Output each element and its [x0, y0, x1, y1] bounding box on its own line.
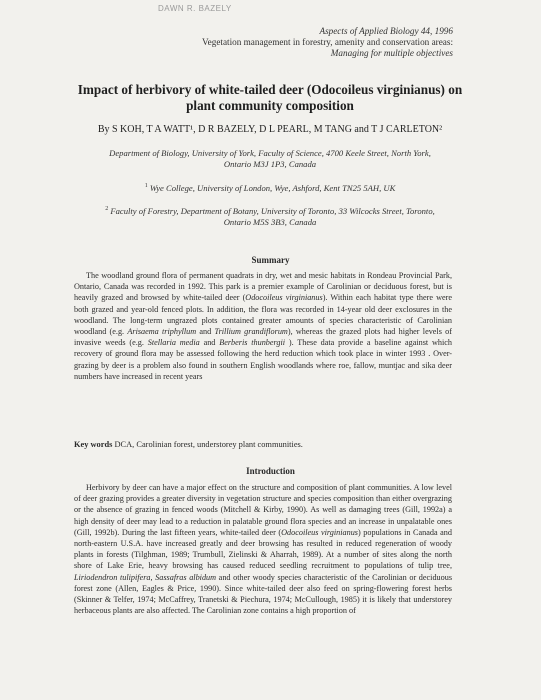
affiliation-wye: [70, 181, 470, 194]
journal-volume-subtitle: Managing for multiple objectives: [330, 48, 453, 58]
summary-species: Arisaema triphyllum: [127, 327, 197, 337]
introduction-paragraph: [74, 482, 452, 616]
intro-species: Sassafras albidum: [155, 572, 217, 582]
intro-species: Odocoileus virginianus: [281, 527, 358, 537]
affiliation-toronto: [70, 204, 470, 228]
journal-header: [123, 26, 453, 59]
intro-text: and other woody species characteristic of the Carolinian or deciduous forest zone (Allen, Eagles & Price, 1990). Since white-tailed deer also feed on spring-flowering forest herbs (Skinner & Telfer, 1974; McCaffrey, Tranetski & Piechura, 1974; McCullough, 1985) it is likely that understorey herbaceous plants are also affected. The Carolinian zone contains a high proportion of: [74, 572, 453, 616]
paper-title-line-2: plant community composition: [186, 98, 354, 113]
affiliation-line: Ontario M3J 1P3, Canada: [223, 159, 317, 169]
intro-text: Herbivory by deer can have a major effect on the structure and composition of plant communities. A low level of deer grazing provides a greater diversity in vegetation structure and species composition than either overgrazing or the absence of grazing in fenced woods (Mitchell & Kirby, 1990). As well as damaging trees (Gill, 1992a) a high density of deer may lead to a reduction in palatable ground flora species and an increase in unpalatable ones (Gill, 1992b). During the last fifteen years, white-tailed deer (: [74, 483, 452, 537]
intro-text: ,: [150, 572, 156, 582]
journal-volume-title: Vegetation management in forestry, amenity and conservation areas:: [202, 37, 453, 47]
summary-text: ), whereas the grazed plots had higher levels of invasive weeds (e.g.: [74, 327, 452, 348]
paper-title: [60, 82, 480, 114]
intro-text: ) populations in Canada and north-eastern U.S.A. have increased greatly and deer browsing has resulted in reduced regeneration of woody plants in forests (Tilghman, 1989; Trumbull, Zielinski & Aharrah, 1989). At a number of sites along the north shore of Lake Erie, heavy browsing has caused reduced seedling recruitment to populations of tulip tree,: [74, 527, 452, 571]
author-list: By S KOH, T A WATT¹, D R BAZELY, D L PEARL, M TANG and T J CARLETON²: [97, 124, 443, 135]
paper-title-line-1: Impact of herbivory of white-tailed deer (Odocoileus virginianus) on: [77, 82, 463, 97]
affiliation-marker: 1: [144, 183, 148, 189]
affiliation-line: [70, 181, 470, 194]
keywords-label: Key words: [74, 440, 113, 449]
summary-species: Odocoileus virginianus: [245, 293, 323, 303]
affiliation-text: Faculty of Forestry, Department of Botany, University of Toronto, 33 Wilcocks Street, Toronto,: [110, 205, 435, 216]
affiliation-marker: 2: [105, 206, 109, 212]
affiliation-york: [70, 148, 470, 170]
summary-species: Stellaria media: [147, 338, 200, 348]
summary-heading: Summary: [251, 255, 290, 265]
keywords-line: [74, 440, 452, 449]
affiliation-line: Department of Biology, University of York, Faculty of Science, 4700 Keele Street, North York,: [109, 148, 431, 158]
affiliation-text: Wye College, University of London, Wye, Ashford, Kent TN25 5AH, UK: [149, 182, 396, 193]
keywords-text: DCA, Carolinian forest, understorey plant communities.: [114, 440, 303, 449]
introduction-heading: Introduction: [246, 466, 295, 476]
summary-text: ). These data provide a baseline against which recovery of ground flora may be assessed following the herd reduction which took place in winter 1993 . Over-grazing by deer is a problem also found in southern English woodlands where roe, fallow, muntjac and sika deer numbers have increased in recent years: [74, 338, 453, 381]
summary-paragraph: [74, 270, 452, 382]
summary-text: and: [196, 327, 215, 337]
summary-text: and: [199, 338, 220, 348]
affiliation-line: Ontario M5S 3B3, Canada: [223, 216, 317, 227]
affiliation-line: [70, 204, 470, 217]
intro-species: Liriodendron tulipifera: [74, 572, 151, 582]
summary-text: The woodland ground flora of permanent quadrats in dry, wet and mesic habitats in Rondeau Provincial Park, Ontario, Canada was recorded in 1992. This park is a premier example of Carolinian or deciduous forest, but is heavily grazed and browsed by white-tailed deer (: [74, 271, 452, 303]
summary-species: Berberis thunbergii: [219, 338, 286, 348]
journal-citation: Aspects of Applied Biology 44, 1996: [319, 26, 453, 36]
summary-species: Trillium grandiflorum: [214, 327, 288, 337]
owner-stamp: DAWN R. BAZELY: [158, 4, 232, 13]
summary-text: ). Within each habitat type there were both grazed and year-old fenced plots. In addition, the flora was recorded in 14-year old deer exclosures in the woodland. The long-term ungrazed plots contained greater amounts of species characteristic of Carolinian woodland (e.g.: [74, 293, 452, 337]
